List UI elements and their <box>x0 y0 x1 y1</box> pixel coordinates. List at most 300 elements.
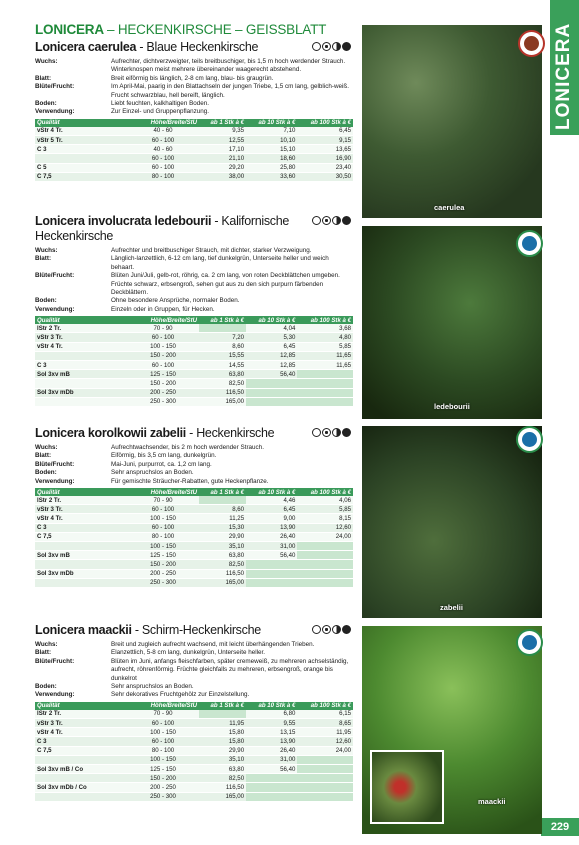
table-cell: lStr 2 Tr. <box>35 710 127 719</box>
table-cell: 23,40 <box>297 163 353 172</box>
table-row <box>35 569 353 578</box>
table-cell: 6,45 <box>246 505 297 514</box>
table-cell <box>35 154 127 163</box>
table-cell: 70 - 90 <box>127 324 199 333</box>
property-key: Blüte/Frucht: <box>35 460 75 468</box>
table-row <box>35 764 353 773</box>
table-cell: 60 - 100 <box>127 505 199 514</box>
table-cell: 70 - 90 <box>127 710 199 719</box>
table-cell: Sol 3xv mB <box>35 370 127 379</box>
quality-seal-icon <box>518 30 545 57</box>
property-key: Boden: <box>35 683 57 691</box>
table-cell <box>246 774 297 783</box>
price-table-header: Qualität <box>35 119 127 127</box>
table-cell: 56,40 <box>246 764 297 773</box>
table-cell: 82,50 <box>199 560 246 569</box>
table-cell: 200 - 250 <box>127 388 199 397</box>
table-cell: C 3 <box>35 737 127 746</box>
property-value: Breit und zugleich aufrecht wachsend, mit leicht überhängenden Trieben. <box>111 641 315 648</box>
table-cell: vStr 3 Tr. <box>35 333 127 342</box>
table-row <box>35 551 353 560</box>
table-cell: 100 - 150 <box>127 728 199 737</box>
table-cell: 4,06 <box>297 496 353 505</box>
price-table <box>35 119 353 182</box>
table-cell: 56,40 <box>246 551 297 560</box>
property-value: Länglich-lanzettlich, 6-12 cm lang, tief dunkelgrün, Unterseite heller und weich behaart. <box>111 255 329 271</box>
table-cell: 33,60 <box>246 172 297 181</box>
property-row <box>35 452 353 460</box>
table-cell: C 3 <box>35 523 127 532</box>
table-cell: 11,65 <box>297 351 353 360</box>
table-row <box>35 361 353 370</box>
property-value: Breit eiförmig bis länglich, 2-8 cm lang, blau- bis graugrün. <box>111 74 274 82</box>
table-cell: 12,85 <box>246 351 297 360</box>
property-row <box>35 83 353 100</box>
table-cell <box>297 764 353 773</box>
table-cell: 60 - 100 <box>127 719 199 728</box>
table-cell: 150 - 200 <box>127 560 199 569</box>
product-heading <box>35 40 353 55</box>
table-row <box>35 792 353 801</box>
light-symbols-icon <box>312 42 351 51</box>
table-cell <box>246 783 297 792</box>
table-cell: 14,55 <box>199 361 246 370</box>
table-cell: 5,85 <box>297 342 353 351</box>
table-cell: 165,00 <box>199 792 246 801</box>
price-table-header: Qualität <box>35 488 127 496</box>
table-row <box>35 710 353 719</box>
table-cell: 10,10 <box>246 136 297 145</box>
price-table <box>35 702 353 802</box>
table-cell: C 7,5 <box>35 746 127 755</box>
property-row <box>35 297 353 305</box>
plant-photo <box>362 25 542 218</box>
property-key: Verwendung: <box>35 691 75 699</box>
table-cell: 12,60 <box>297 523 353 532</box>
property-value: Sehr anspruchslos an Boden. <box>111 469 194 477</box>
table-cell <box>35 351 127 360</box>
price-table-header: Höhe/Breite/StU <box>127 702 199 710</box>
table-cell: 15,55 <box>199 351 246 360</box>
table-cell: 15,80 <box>199 728 246 737</box>
table-row <box>35 342 353 351</box>
product-heading <box>35 623 353 638</box>
product-section <box>35 426 353 588</box>
table-cell: 13,65 <box>297 145 353 154</box>
price-table-header: ab 100 Stk à € <box>297 316 353 324</box>
table-cell: 60 - 100 <box>127 136 199 145</box>
table-cell: C 5 <box>35 163 127 172</box>
table-cell <box>35 560 127 569</box>
table-cell <box>246 388 297 397</box>
property-key: Blüte/Frucht: <box>35 83 75 91</box>
table-cell <box>297 541 353 550</box>
property-row <box>35 108 353 116</box>
table-row <box>35 578 353 587</box>
table-cell: 17,10 <box>199 145 246 154</box>
table-cell <box>35 397 127 406</box>
property-value: Einzeln oder in Gruppen, für Hecken. <box>111 305 215 313</box>
table-cell: 38,00 <box>199 172 246 181</box>
property-row <box>35 247 353 255</box>
table-cell: 60 - 100 <box>127 361 199 370</box>
table-cell: 60 - 100 <box>127 737 199 746</box>
table-row <box>35 774 353 783</box>
page-number: 229 <box>541 818 579 836</box>
table-cell: 116,50 <box>199 569 246 578</box>
berry-inset-photo <box>370 750 444 824</box>
property-row <box>35 306 353 314</box>
table-cell <box>297 755 353 764</box>
side-tab-label: LONICERA <box>553 22 574 130</box>
product-heading <box>35 426 353 441</box>
table-cell: 31,00 <box>246 755 297 764</box>
table-cell: vStr 4 Tr. <box>35 514 127 523</box>
table-cell: 200 - 250 <box>127 783 199 792</box>
table-cell <box>297 370 353 379</box>
table-cell <box>35 755 127 764</box>
table-cell: 100 - 150 <box>127 514 199 523</box>
table-row <box>35 496 353 505</box>
table-cell: 56,40 <box>246 370 297 379</box>
table-cell: 11,65 <box>297 361 353 370</box>
table-cell: 82,50 <box>199 774 246 783</box>
table-cell: Sol 3xv mB / Co <box>35 764 127 773</box>
property-value: Für gemischte Sträucher-Rabatten, gute Heckenpflanze. <box>111 477 269 485</box>
property-key: Blüte/Frucht: <box>35 657 75 665</box>
price-table-header: ab 10 Stk à € <box>246 316 297 324</box>
table-cell: vStr 5 Tr. <box>35 136 127 145</box>
table-row <box>35 397 353 406</box>
property-key: Verwendung: <box>35 108 75 116</box>
table-cell: 125 - 150 <box>127 551 199 560</box>
side-tab <box>550 0 579 135</box>
table-cell: 80 - 100 <box>127 532 199 541</box>
property-key: Boden: <box>35 297 57 305</box>
product-name: Lonicera maackii <box>35 623 132 637</box>
table-cell <box>35 774 127 783</box>
quality-seal-icon <box>516 426 543 453</box>
table-cell <box>246 379 297 388</box>
table-cell: 63,80 <box>199 370 246 379</box>
table-cell: Sol 3xv mDb / Co <box>35 783 127 792</box>
table-cell: 116,50 <box>199 388 246 397</box>
table-row <box>35 719 353 728</box>
table-cell: 29,90 <box>199 532 246 541</box>
table-cell: 24,00 <box>297 532 353 541</box>
price-table <box>35 316 353 407</box>
table-cell: 11,25 <box>199 514 246 523</box>
table-cell: 100 - 150 <box>127 342 199 351</box>
quality-seal-icon <box>516 629 543 656</box>
table-cell: 40 - 60 <box>127 145 199 154</box>
table-cell: vStr 4 Tr. <box>35 127 127 136</box>
table-cell: 35,10 <box>199 541 246 550</box>
page-header <box>35 22 353 38</box>
table-cell: 80 - 100 <box>127 172 199 181</box>
property-row <box>35 641 353 649</box>
price-table-header: ab 100 Stk à € <box>297 488 353 496</box>
property-row <box>35 75 353 83</box>
table-cell <box>199 710 246 719</box>
table-cell: 250 - 300 <box>127 397 199 406</box>
table-cell: lStr 2 Tr. <box>35 324 127 333</box>
property-value: Im April-Mai, paarig in den Blattachseln der jungen Triebe, 1,5 cm lang, gelblich-weiß. Frucht schwarzblau, hell bereift, länglich. <box>111 83 350 99</box>
table-row <box>35 388 353 397</box>
table-cell <box>297 551 353 560</box>
table-cell: 116,50 <box>199 783 246 792</box>
table-cell: 13,15 <box>246 728 297 737</box>
table-cell: 70 - 90 <box>127 496 199 505</box>
table-cell: 8,60 <box>199 342 246 351</box>
product-properties <box>35 641 353 700</box>
table-cell: 82,50 <box>199 379 246 388</box>
table-cell: 165,00 <box>199 397 246 406</box>
property-key: Blatt: <box>35 74 52 82</box>
table-cell <box>246 397 297 406</box>
page-title-main: LONICERA <box>35 22 104 37</box>
table-cell: C 3 <box>35 145 127 154</box>
table-cell: 4,04 <box>246 324 297 333</box>
table-cell: 26,40 <box>246 532 297 541</box>
table-cell: 100 - 150 <box>127 755 199 764</box>
product-section <box>35 214 353 407</box>
property-value: Aufrechtwachsender, bis 2 m hoch werdender Strauch. <box>111 444 264 451</box>
property-row <box>35 658 353 683</box>
property-row <box>35 478 353 486</box>
price-table-header: ab 1 Stk à € <box>199 316 246 324</box>
table-cell: 3,68 <box>297 324 353 333</box>
table-row <box>35 379 353 388</box>
property-key: Verwendung: <box>35 305 75 313</box>
table-cell: 9,15 <box>297 136 353 145</box>
table-cell: 25,80 <box>246 163 297 172</box>
table-cell: 15,30 <box>199 523 246 532</box>
price-table-header: ab 100 Stk à € <box>297 702 353 710</box>
table-cell: 60 - 100 <box>127 523 199 532</box>
table-cell: 125 - 150 <box>127 764 199 773</box>
table-row <box>35 541 353 550</box>
table-cell: 12,60 <box>297 737 353 746</box>
table-row <box>35 136 353 145</box>
table-row <box>35 370 353 379</box>
table-cell: vStr 4 Tr. <box>35 342 127 351</box>
table-cell: 16,90 <box>297 154 353 163</box>
table-cell: 31,00 <box>246 541 297 550</box>
property-row <box>35 272 353 297</box>
table-cell: Sol 3xv mB <box>35 551 127 560</box>
table-cell: 250 - 300 <box>127 578 199 587</box>
price-table-header: ab 10 Stk à € <box>246 488 297 496</box>
table-cell: 6,80 <box>246 710 297 719</box>
table-cell: 200 - 250 <box>127 569 199 578</box>
table-cell: 150 - 200 <box>127 379 199 388</box>
product-properties <box>35 444 353 486</box>
property-value: Liebt feuchten, kalkhaltigen Boden. <box>111 100 210 108</box>
property-value: Sehr anspruchslos an Boden. <box>111 683 194 691</box>
table-cell <box>199 496 246 505</box>
table-cell: 18,60 <box>246 154 297 163</box>
table-cell <box>246 792 297 801</box>
table-cell: 15,10 <box>246 145 297 154</box>
table-cell <box>297 783 353 792</box>
table-cell: 125 - 150 <box>127 370 199 379</box>
table-cell: 8,15 <box>297 514 353 523</box>
property-row <box>35 469 353 477</box>
product-section <box>35 40 353 182</box>
table-cell: 150 - 200 <box>127 774 199 783</box>
property-value: Aufrechter, dichtverzweigter, teils breitbuschiger, bis 1,5 m hoch werdender Strauch. Winterknospen meist mehrere übereinander waagerecht abstehend. <box>111 58 346 74</box>
product-name: Lonicera involucrata ledebourii <box>35 214 212 228</box>
table-row <box>35 163 353 172</box>
plant-photo <box>362 626 542 834</box>
property-row <box>35 444 353 452</box>
table-cell: 8,60 <box>199 505 246 514</box>
table-cell: 6,45 <box>246 342 297 351</box>
product-common-name: - Schirm-Heckenkirsche <box>131 623 261 637</box>
table-cell: 11,95 <box>297 728 353 737</box>
table-cell: 35,10 <box>199 755 246 764</box>
property-value: Blüten im Juni, anfangs fleischfarben, später cremeweiß, zu mehreren achselständig, aufrecht, röhrenförmig. Früchte gleichfalls zu mehreren, erbsengroß, orange bis dunkelrot <box>111 657 349 682</box>
table-cell: vStr 3 Tr. <box>35 505 127 514</box>
table-cell: vStr 4 Tr. <box>35 728 127 737</box>
price-table-header: Höhe/Breite/StU <box>127 119 199 127</box>
table-cell <box>297 560 353 569</box>
table-cell: 7,10 <box>246 127 297 136</box>
photo-caption: maackii <box>478 797 506 806</box>
product-common-name: - Heckenkirsche <box>185 426 275 440</box>
photo-caption: ledebourii <box>434 402 470 411</box>
table-row <box>35 746 353 755</box>
plant-photo <box>362 226 542 419</box>
property-key: Blatt: <box>35 452 52 460</box>
property-key: Verwendung: <box>35 477 75 485</box>
product-properties <box>35 58 353 117</box>
table-row <box>35 324 353 333</box>
table-row <box>35 755 353 764</box>
table-cell: 63,80 <box>199 764 246 773</box>
table-cell: C 7,5 <box>35 532 127 541</box>
price-table-header: Höhe/Breite/StU <box>127 316 199 324</box>
table-cell: 165,00 <box>199 578 246 587</box>
table-cell: 12,55 <box>199 136 246 145</box>
table-row <box>35 737 353 746</box>
table-cell: lStr 2 Tr. <box>35 496 127 505</box>
table-cell: 9,55 <box>246 719 297 728</box>
table-cell: 4,46 <box>246 496 297 505</box>
table-row <box>35 127 353 136</box>
photo-caption: zabelii <box>440 603 463 612</box>
table-cell <box>199 324 246 333</box>
property-row <box>35 649 353 657</box>
table-cell: 5,85 <box>297 505 353 514</box>
property-value: Zur Einzel- und Gruppenpflanzung. <box>111 108 210 116</box>
price-table-header: Höhe/Breite/StU <box>127 488 199 496</box>
table-cell: vStr 3 Tr. <box>35 719 127 728</box>
table-cell: 30,50 <box>297 172 353 181</box>
property-key: Blatt: <box>35 649 52 657</box>
table-cell <box>297 379 353 388</box>
table-cell <box>297 774 353 783</box>
table-cell: 21,10 <box>199 154 246 163</box>
property-key: Boden: <box>35 100 57 108</box>
table-cell <box>297 578 353 587</box>
property-row <box>35 255 353 272</box>
table-row <box>35 523 353 532</box>
product-properties <box>35 247 353 314</box>
table-cell: 4,80 <box>297 333 353 342</box>
table-cell: 24,00 <box>297 746 353 755</box>
table-cell: 100 - 150 <box>127 541 199 550</box>
property-row <box>35 683 353 691</box>
table-cell: 250 - 300 <box>127 792 199 801</box>
table-cell: 26,40 <box>246 746 297 755</box>
table-row <box>35 728 353 737</box>
table-cell: 60 - 100 <box>127 154 199 163</box>
product-section <box>35 623 353 802</box>
property-key: Blüte/Frucht: <box>35 272 75 280</box>
table-row <box>35 514 353 523</box>
table-cell: 150 - 200 <box>127 351 199 360</box>
price-table-header: ab 10 Stk à € <box>246 702 297 710</box>
light-symbols-icon <box>312 216 351 225</box>
price-table-header: ab 1 Stk à € <box>199 119 246 127</box>
product-common-name: - Kalifornische Heckenkirsche <box>35 214 290 243</box>
table-cell: 29,20 <box>199 163 246 172</box>
property-value: Aufrechter und breitbuschiger Strauch, mit dichter, starker Verzweigung. <box>111 247 312 254</box>
table-cell: 11,95 <box>199 719 246 728</box>
table-cell <box>297 792 353 801</box>
price-table-header: ab 1 Stk à € <box>199 702 246 710</box>
table-row <box>35 532 353 541</box>
table-cell: 6,45 <box>297 127 353 136</box>
property-key: Boden: <box>35 469 57 477</box>
table-cell: 5,30 <box>246 333 297 342</box>
table-cell <box>297 569 353 578</box>
table-cell: 40 - 60 <box>127 127 199 136</box>
table-cell: 60 - 100 <box>127 163 199 172</box>
table-cell <box>297 397 353 406</box>
property-value: Blüten Juni/Juli, gelb-rot, röhrig, ca. 2 cm lang, von roten Deckblättchen umgeben. Früchte schwarz, erbsengroß, sehen gut aus zu den sich purpurn färbenden Deckblättern. <box>111 272 340 297</box>
table-cell <box>35 541 127 550</box>
property-key: Wuchs: <box>35 58 58 65</box>
plant-photo <box>362 426 542 618</box>
table-cell: Sol 3xv mDb <box>35 569 127 578</box>
quality-seal-icon <box>516 230 543 257</box>
page-title <box>35 22 353 38</box>
table-cell <box>246 578 297 587</box>
property-row <box>35 691 353 699</box>
table-cell <box>35 792 127 801</box>
table-cell: C 7,5 <box>35 172 127 181</box>
table-cell <box>35 578 127 587</box>
table-cell: 60 - 100 <box>127 333 199 342</box>
table-cell: 6,15 <box>297 710 353 719</box>
table-cell: 12,85 <box>246 361 297 370</box>
property-value: Elanzettlich, 5-8 cm lang, dunkelgrün, Unterseite heller. <box>111 649 266 657</box>
table-cell: 80 - 100 <box>127 746 199 755</box>
property-row <box>35 58 353 75</box>
table-row <box>35 351 353 360</box>
price-table-header: ab 100 Stk à € <box>297 119 353 127</box>
price-table-header: Qualität <box>35 702 127 710</box>
table-cell: Sol 3xv mDb <box>35 388 127 397</box>
price-table <box>35 488 353 588</box>
page-title-sub: – HECKENKIRSCHE – GEISSBLATT <box>106 22 327 37</box>
property-key: Wuchs: <box>35 641 58 648</box>
price-table-header: ab 10 Stk à € <box>246 119 297 127</box>
property-row <box>35 100 353 108</box>
